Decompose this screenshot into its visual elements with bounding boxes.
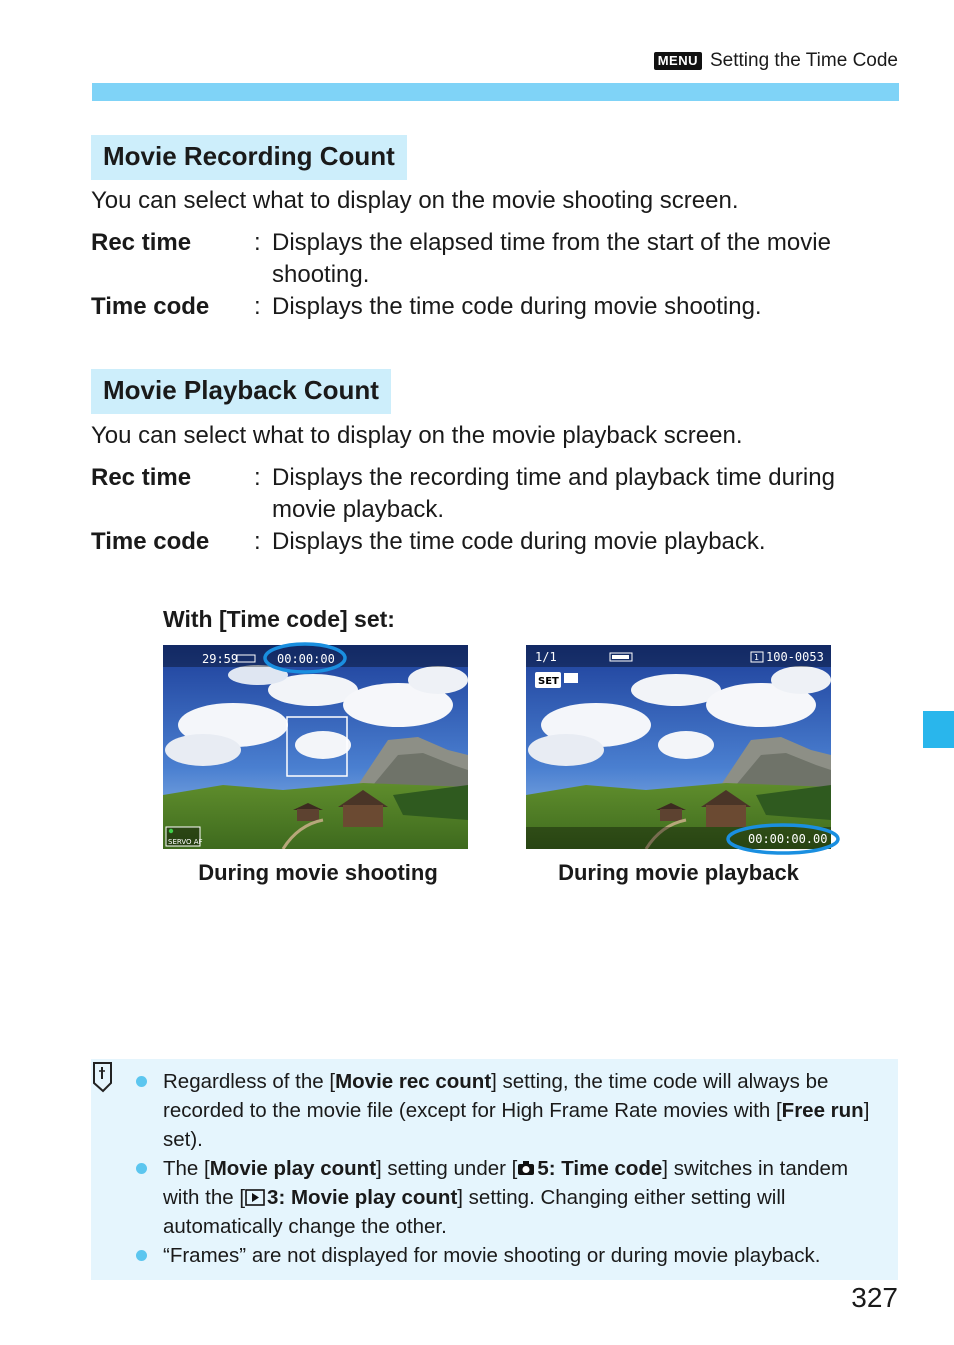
movie-icon (564, 673, 578, 683)
desc-rec-time: Displays the recording time and playback time during movie playback. (272, 464, 835, 523)
section-intro-playback: You can select what to display on the movie playback screen. (91, 422, 743, 449)
desc-rec-time: Displays the elapsed time from the start of the movie shooting. (272, 229, 831, 288)
servo-af-label: SERVO AF (168, 838, 203, 846)
term-time-code: Time code (91, 293, 210, 320)
timecode-left: 00:00:00 (277, 652, 335, 666)
chapter-tab (923, 711, 954, 748)
colon: : (254, 464, 261, 491)
figure-label: With [Time code] set: (163, 606, 395, 632)
screenshot-playback (526, 645, 831, 849)
note-item: “Frames” are not displayed for movie shooting or during movie playback. (163, 1244, 821, 1267)
set-label: SET (538, 676, 559, 687)
term-rec-time: Rec time (91, 229, 192, 256)
section-heading-playback: Movie Playback Count (91, 369, 391, 414)
bullet-icon (136, 1250, 147, 1261)
note-icon (91, 1061, 117, 1093)
frame-counter: 1/1 (535, 650, 557, 664)
bullet-icon (136, 1163, 147, 1174)
bullet-icon (136, 1076, 147, 1087)
timecode-right: 00:00:00.00 (748, 832, 828, 846)
colon: : (254, 528, 261, 555)
highlight-ring-left (262, 640, 348, 676)
accent-bar (92, 83, 899, 101)
section-intro-recording: You can select what to display on the movie shooting screen. (91, 187, 739, 214)
header-title: Setting the Time Code (710, 50, 898, 71)
caption-shooting: During movie shooting (198, 860, 438, 885)
menu-icon: MENU (654, 52, 702, 70)
highlight-ring-right (725, 822, 841, 856)
note-item: Regardless of the [Movie rec count] setting, the time code will always be recorded to the movie file (except for High Frame Rate movies with [Free run] set). (163, 1070, 870, 1151)
term-time-code: Time code (91, 528, 210, 555)
desc-time-code: Displays the time code during movie shooting. (272, 293, 762, 320)
term-rec-time: Rec time (91, 464, 192, 491)
note-item: The [Movie play count] setting under [ 5: Time code] switches in tandem with the [ 3: Movie play count] setting. Changing either setting will automatically change the other. (163, 1157, 849, 1238)
caption-playback: During movie playback (558, 860, 799, 885)
page-header (654, 50, 898, 72)
page-number: 327 (851, 1282, 898, 1313)
card-number: 1 (754, 653, 760, 662)
landscape-image (526, 645, 831, 849)
camera-icon (517, 1155, 535, 1171)
desc-time-code: Displays the time code during movie playback. (272, 528, 766, 555)
file-number: 100-0053 (766, 650, 824, 664)
remaining-time: 29:59 (202, 652, 239, 666)
colon: : (254, 293, 261, 320)
colon: : (254, 229, 261, 256)
section-heading-recording: Movie Recording Count (91, 135, 407, 180)
play-icon (245, 1185, 265, 1202)
note-box (91, 1059, 898, 1280)
